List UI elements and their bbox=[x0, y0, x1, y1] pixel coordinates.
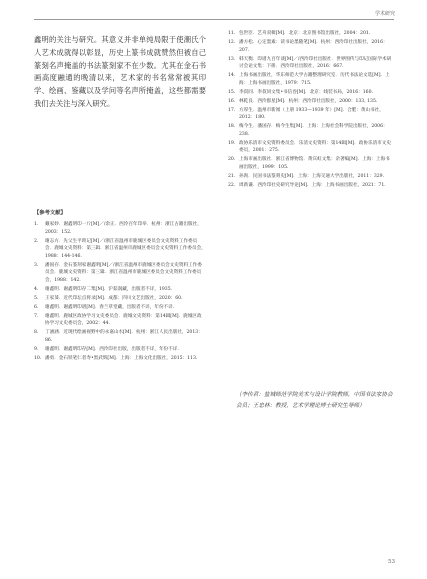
reference-number: 19. bbox=[228, 140, 236, 146]
reference-number: 17. bbox=[228, 107, 236, 113]
reference-number: 18. bbox=[228, 124, 236, 130]
reference-number: 12. bbox=[228, 39, 236, 45]
reference-item bbox=[228, 173, 394, 181]
references-list-left bbox=[34, 221, 206, 364]
reference-number: 5. bbox=[34, 295, 39, 301]
reference-number: 9. bbox=[34, 347, 39, 353]
reference-text: 潘方松．心定墨素：读书论墨随笔[M]．杭州：西泠印社出版社，2016：207. bbox=[239, 39, 388, 53]
reference-number: 22. bbox=[228, 182, 236, 188]
reference-text: 李叔同．李叔同文集•书信卷[M]．北京：线装书局，2016：160. bbox=[239, 89, 373, 95]
reference-item bbox=[34, 295, 206, 303]
reference-text: 孙洵．民国书法篆刻史[M]．上海：上海交通大学出版社，2011：329. bbox=[239, 174, 385, 179]
reference-number: 11. bbox=[228, 31, 236, 36]
reference-text: 潘国存．金石篆刻家谢鑫明[M]／/浙江省温州市鹿城区委员会文史资料工作委员会．鹿城文史资料：第三辑．浙江省温州市鹿城区委员会文史资料工作委员会，1988：142. bbox=[45, 262, 202, 283]
reference-item bbox=[228, 140, 394, 155]
reference-number: 21. bbox=[228, 174, 236, 179]
reference-item bbox=[228, 72, 394, 87]
reference-number: 3. bbox=[34, 262, 39, 268]
reference-item bbox=[228, 89, 394, 97]
header-rule bbox=[34, 19, 394, 20]
reference-text: 戴家妙．谢鑫明印一斤[M]／/余正．西泠百年印举．杭州：浙江古籍出版社，2003：152. bbox=[45, 222, 202, 235]
author-note: （李传君：盐城师范学院美术与设计学院教师，中国书法家协会会员；王忠林：教授，艺术学理论博士研究生导师） bbox=[236, 392, 393, 409]
reference-item bbox=[228, 123, 394, 138]
reference-item bbox=[34, 313, 206, 328]
reference-item bbox=[34, 346, 206, 354]
reference-number: 16. bbox=[228, 98, 236, 104]
reference-text: 谢鑫明．鹿城区政协学习文史委员会．鹿城文史资料：第14辑[M]．鹿城区政协学习文史委员会，2002：44. bbox=[45, 313, 202, 327]
reference-number: 10. bbox=[34, 356, 42, 362]
reference-text: 谢鑫明．谢鑫明印存二集[M]．沪茹润藏，出版者不详，1935. bbox=[45, 286, 173, 292]
reference-item bbox=[34, 262, 206, 285]
reference-text: 丁涵涵．近现代绘画视野中的永嘉山水[M]．杭州：浙江人民出版社，2013：86. bbox=[45, 330, 203, 344]
reference-number: 2. bbox=[34, 238, 39, 244]
reference-number: 15. bbox=[228, 89, 236, 95]
reference-text: 潘勇．金石铁笔仁者寿•黑武辉[M]．上海：上海文化出版社，2015：113. bbox=[45, 356, 198, 362]
reference-number: 7. bbox=[34, 313, 39, 319]
reference-number: 13. bbox=[228, 56, 236, 62]
reference-text: 政协乐清市文史资料委员会．乐清文史资料：第14辑[M]．政协乐清市文史委员，2001：275. bbox=[239, 140, 391, 154]
reference-text: 韩天衡．印谱九百年谈[M]／/西泠印社出版社．世界图传与印记国际学术研讨会论文集：下册．西泠印社出版社，2016：667. bbox=[239, 56, 392, 70]
reference-text: 周新谦．西泠印社史研究导论[M]．上海：上海书画出版社，2021：71. bbox=[239, 182, 386, 188]
references-heading: 【参考文献】 bbox=[34, 210, 66, 216]
references-list-right bbox=[228, 30, 394, 191]
reference-text: 谢志方．先父生平琐记[M]／/浙江省温州市鹿城区委员会文史资料工作委员会．鹿城文史资料：第三辑．浙江省温州市鹿城区委员会文史资料工作委员会，1988：144-146. bbox=[45, 238, 206, 259]
reference-text: 上海书画出版社，华东师范大学古籍整理研究室．历代书法论文选[M]．上海：上海书画出版社，1979：715. bbox=[239, 73, 390, 86]
reference-number: 1. bbox=[34, 222, 39, 227]
reference-text: 方厚生．温州市新闻（上册 1933—1939 年）[M]．合肥：黄山书社，2012：180. bbox=[239, 107, 384, 121]
reference-item bbox=[34, 329, 206, 344]
reference-item bbox=[228, 107, 394, 122]
reference-text: 梅今生．潘国存．梅今生集[M]．上海：上海社会科学院出版社，2006：238. bbox=[239, 124, 388, 137]
reference-text: 王家葵．近代印坛点将录[M]．成都：四川文艺出版社，2020：60. bbox=[45, 295, 183, 301]
reference-item bbox=[34, 304, 206, 312]
reference-number: 14. bbox=[228, 73, 236, 79]
page-number: 53 bbox=[388, 559, 395, 565]
reference-text: 上海市画出版社．浙江省博物馆．黄宾虹文集：杂著编[M]．上海：上海书画出版社，1999：105. bbox=[239, 157, 390, 171]
reference-number: 4. bbox=[34, 286, 39, 292]
reference-number: 8. bbox=[34, 330, 39, 336]
reference-item bbox=[228, 56, 394, 71]
reference-number: 6. bbox=[34, 304, 39, 310]
reference-item bbox=[34, 238, 206, 261]
reference-item bbox=[228, 182, 394, 190]
reference-number: 20. bbox=[228, 157, 236, 163]
body-paragraph: 鑫明的关注与研究。其意义并非单纯局限于使潮氏个人艺术成就得以彰显，历史上篆书成就赞然但被自己篆刻名声掩盖的书法篆刻家不在少数。尤其在金石书画高度融通的晚清以来，艺术家的书名常常被其印学、绘画、鉴藏以及学问等名声所掩盖，这些都需要我们去关注与深入研究。 bbox=[34, 35, 206, 108]
reference-text: 包世臣．艺舟双楫[M]．北京：北京图书馆出版社，2004：201. bbox=[239, 31, 371, 36]
reference-item bbox=[228, 30, 394, 38]
reference-item bbox=[34, 286, 206, 294]
reference-item bbox=[228, 156, 394, 171]
reference-item bbox=[34, 355, 206, 363]
reference-item bbox=[228, 98, 394, 106]
reference-text: 谢鑫明．谢鑫明印谱[M]．春兰草堂藏，出版者不详，年份不详. bbox=[45, 304, 175, 310]
reference-text: 谢鑫明．谢鑫明印存[M]．西泠印社出版，出版者不详，年份不详. bbox=[45, 347, 179, 353]
reference-item bbox=[228, 39, 394, 54]
reference-text: 林乾良．西泠群星[M]．杭州：西泠印社出版社，2000：133, 135. bbox=[239, 98, 378, 104]
reference-item bbox=[34, 221, 206, 236]
header-section-label: 学术研究 bbox=[374, 11, 395, 17]
